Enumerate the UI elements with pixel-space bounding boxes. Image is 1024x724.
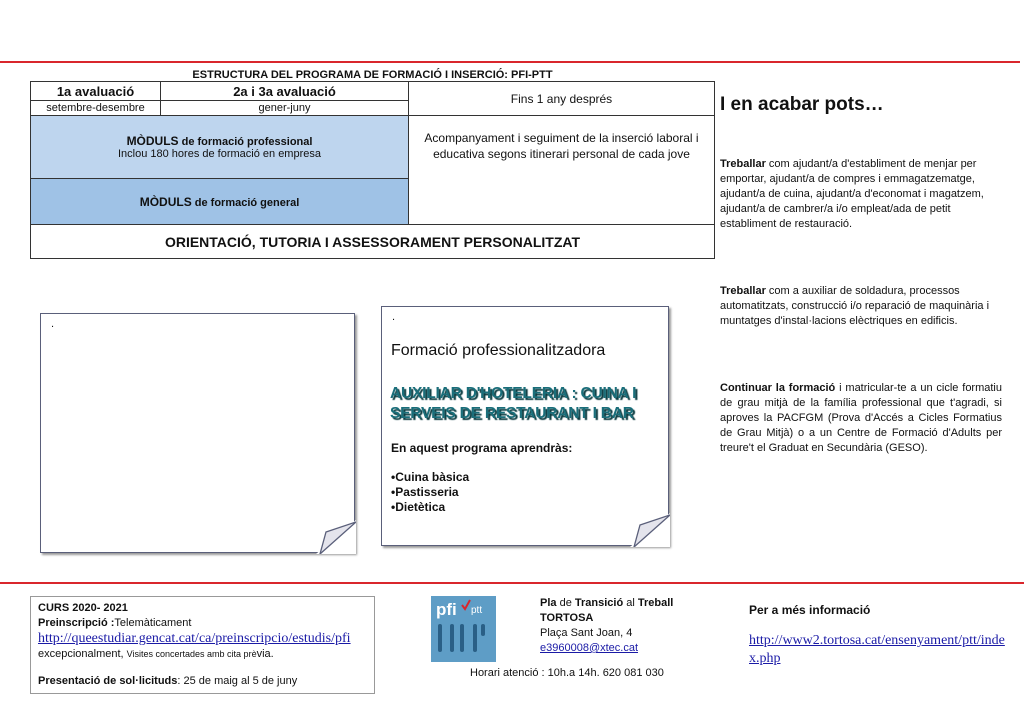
- course-title: AUXILIAR D'HOTELERIA : CUINA I SERVEIS DE RESTAURANT I BAR: [390, 385, 637, 422]
- svg-text:ptt: ptt: [471, 605, 483, 616]
- application-dates: Presentació de sol·licituds: 25 de maig al 5 de juny: [38, 675, 298, 687]
- enrolment-box: [30, 596, 375, 694]
- page-curl-icon: [630, 513, 670, 547]
- svg-text:pfi: pfi: [436, 600, 457, 619]
- center-city: TORTOSA: [540, 612, 594, 624]
- note-dot: .: [392, 311, 396, 323]
- note-left: [40, 313, 355, 553]
- list-item: •Pastisseria: [391, 485, 459, 499]
- list-item: •Dietètica: [391, 500, 446, 514]
- preinscription-link[interactable]: http://queestudiar.gencat.cat/ca/preinscripcio/estudis/pfi: [38, 631, 351, 646]
- center-email[interactable]: e3960008@xtec.cat: [540, 642, 639, 654]
- note-dot: .: [51, 318, 55, 330]
- course-year: CURS 2020- 2021: [38, 602, 128, 614]
- outcome-paragraph-1: Treballar com ajudant/a d'establiment de menjar per emportar, ajudant/a de compres i emmagatzematge, ajudant/a de cuina, ajudant/a d'economat i magatzem, ajudant/a de cambrer/a i/o empleat/ada de petit establiment de restauració.: [720, 158, 984, 230]
- program-structure-table: [30, 68, 715, 259]
- top-rule: [0, 61, 1020, 63]
- col-first-eval: 1a avaluació: [31, 82, 161, 101]
- center-info: [540, 596, 673, 656]
- exceptional-note: excepcionalment, Visites concertades amb cita prèvia.: [38, 648, 274, 660]
- second-eval-period: gener-juny: [161, 101, 409, 116]
- more-info-link[interactable]: http://www2.tortosa.cat/ensenyament/ptt/index.php: [749, 633, 1005, 666]
- col-second-third-eval: 2a i 3a avaluació: [161, 82, 409, 101]
- professional-modules: MÒDULS de formació professional Inclou 180 hores de formació en empresa: [31, 116, 409, 179]
- note-course: [381, 306, 669, 546]
- table-title: ESTRUCTURA DEL PROGRAMA DE FORMACIÓ I INSERCIÓ: PFI-PTT: [31, 68, 715, 82]
- center-address: Plaça Sant Joan, 4: [540, 627, 633, 639]
- preinscription: Preinscripció :Telemàticament: [38, 617, 192, 629]
- center-name: Pla de Transició al Treball: [540, 597, 674, 609]
- general-modules: MÒDULS de formació general: [31, 179, 409, 225]
- first-eval-period: setembre-desembre: [31, 101, 161, 116]
- bottom-rule: [0, 582, 1024, 584]
- more-info-heading: Per a més informació: [749, 603, 871, 617]
- col-after: Fins 1 any després: [409, 82, 715, 116]
- page-curl-icon: [316, 520, 356, 554]
- outcomes-heading: I en acabar pots…: [720, 94, 884, 115]
- outcome-paragraph-3: Continuar la formació i matricular-te a un cicle formatiu de grau mitjà de la família professional que t'agradi, si aproves la PACFGM (Prova d'Accés a Cicles Formatius de Grau Mitjà) o a un Centre de Formació d'Adults per treure't el Graduat en Secundària (GESO).: [720, 382, 1002, 454]
- logo-icon: [431, 596, 496, 662]
- orientation-row: ORIENTACIÓ, TUTORIA I ASSESSORAMENT PERSONALITZAT: [31, 225, 715, 259]
- course-subtitle: Formació professionalitzadora: [391, 342, 606, 359]
- accompaniment-cell: Acompanyament i seguiment de la inserció laboral i educativa segons itinerari personal de cada jove: [409, 116, 715, 225]
- outcome-paragraph-2: Treballar com a auxiliar de soldadura, processos automatitzats, construcció i/o reparació de maquinària i muntatges d'instal·lacions elèctriques en edificis.: [720, 285, 990, 327]
- learn-heading: En aquest programa aprendràs:: [391, 441, 573, 455]
- office-hours: Horari atenció : 10h.a 14h. 620 081 030: [470, 667, 664, 679]
- learn-list: [391, 470, 469, 515]
- list-item: •Cuina bàsica: [391, 470, 470, 484]
- pfi-ptt-logo: [431, 596, 496, 662]
